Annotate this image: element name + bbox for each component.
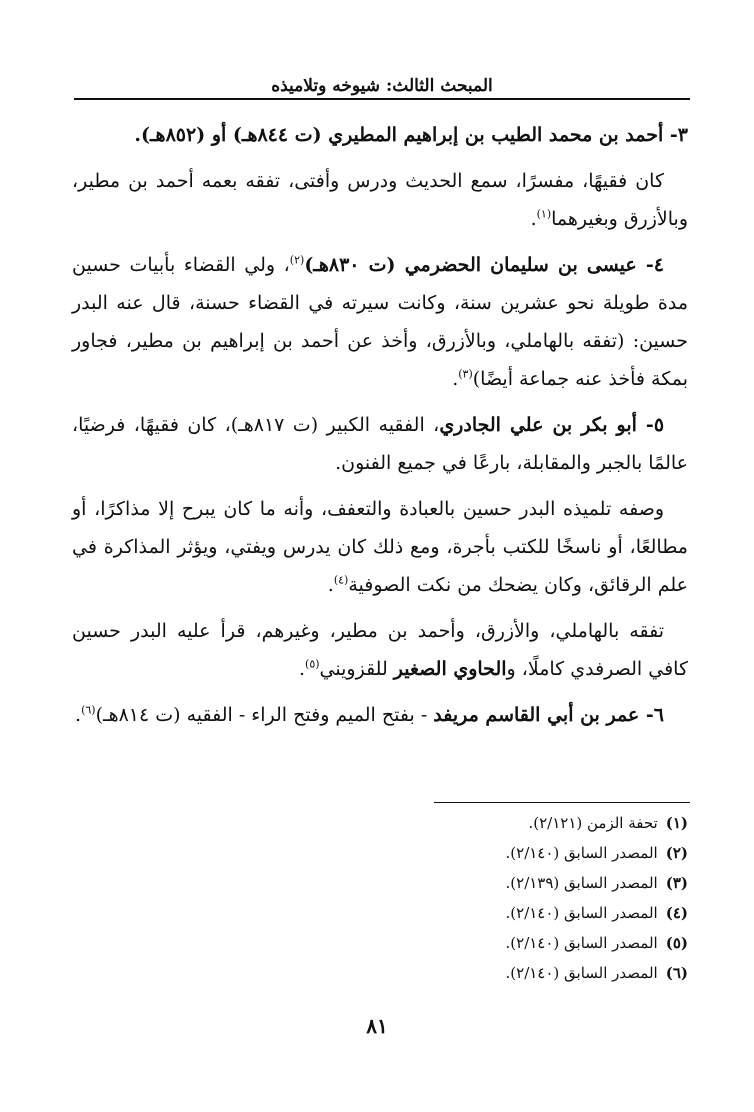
entry-4 — [72, 246, 688, 398]
footnote-number: (٦) — [665, 964, 688, 982]
punctuation: . — [75, 704, 82, 726]
footnote-text: المصدر السابق (٢/١٤٠). — [505, 904, 658, 922]
header-divider — [74, 98, 690, 100]
footnote-number: (٢) — [665, 844, 688, 862]
page-header: المبحث الثالث: شيوخه وتلاميذه — [271, 76, 493, 96]
footnote-item — [408, 898, 688, 928]
footnote-ref[interactable]: (٢) — [289, 253, 305, 267]
footnote-text: المصدر السابق (٢/١٤٠). — [505, 844, 658, 862]
paragraph-text: للقزويني — [319, 658, 394, 680]
punctuation: . — [298, 658, 306, 680]
book-title: الحاوي الصغير — [393, 658, 507, 680]
footnote-item — [408, 838, 688, 868]
footnote-ref[interactable]: (٤) — [333, 573, 349, 587]
footnote-number: (١) — [665, 814, 688, 832]
footnote-item — [408, 808, 688, 838]
footnote-item — [408, 958, 688, 988]
entry-name: ٥- أبو بكر بن علي الجادري — [439, 414, 665, 436]
entry-3-heading — [72, 116, 688, 154]
footnotes — [408, 808, 688, 988]
footnote-number: (٤) — [665, 904, 688, 922]
paragraph-text: كان فقيهًا، مفسرًا، سمع الحديث ودرس وأفتى، تفقه بعمه أحمد بن مطير، وبالأزرق وبغيرهما — [72, 170, 688, 230]
punctuation: . — [327, 574, 334, 596]
footnote-ref[interactable]: (٣) — [458, 367, 473, 381]
footnote-ref[interactable]: (٥) — [305, 657, 320, 671]
footnote-text: تحفة الزمن (٢/١٢١). — [528, 814, 658, 832]
entry-name: ٦- عمر بن أبي القاسم مريفد — [433, 704, 664, 726]
footnote-text: المصدر السابق (٢/١٤٠). — [505, 964, 658, 982]
paragraph-text: ، الفقيه الكبير (ت ٨١٧هـ)، كان فقيهًا، فرضيًا، عالمًا بالجبر والمقابلة، بارعًا في جميع الفنون. — [72, 414, 688, 474]
entry-3-text — [72, 162, 688, 238]
footnote-ref[interactable]: (٦) — [81, 703, 96, 717]
entry-name: ٤- عيسى بن سليمان الحضرمي — [404, 254, 665, 276]
page-number: ٨١ — [366, 1014, 388, 1038]
entry-dates: (ت ٨٤٤هـ) أو (٨٥٢هـ). — [134, 124, 329, 146]
footnote-item — [408, 928, 688, 958]
punctuation: . — [452, 368, 459, 390]
entry-5-description — [72, 490, 688, 604]
footnote-text: المصدر السابق (٢/١٤٠). — [505, 934, 658, 952]
entry-dates: - بفتح الميم وفتح الراء - الفقيه (ت ٨١٤هـ) — [95, 704, 434, 726]
footnote-item — [408, 868, 688, 898]
footnote-ref[interactable]: (١) — [536, 207, 552, 221]
footnote-number: (٥) — [665, 934, 688, 952]
page-body — [72, 116, 688, 742]
footnote-text: المصدر السابق (٢/١٣٩). — [505, 874, 658, 892]
footnote-number: (٣) — [665, 874, 688, 892]
entry-5-students — [72, 612, 688, 688]
paragraph-text: ، ولي القضاء بأبيات حسين مدة طويلة نحو عشرين سنة، وكانت سيرته في القضاء حسنة، قال عنه البدر حسين: (تفقه بالهاملي، وبالأزرق، وأخذ عن أحمد بن إبراهيم بن مطير، فجاور بمكة فأخذ عنه جماعة أيضًا) — [72, 254, 688, 390]
entry-dates: (ت ٨٣٠هـ) — [304, 254, 405, 276]
entry-5 — [72, 406, 688, 482]
punctuation: . — [530, 208, 537, 230]
paragraph-text: وصفه تلميذه البدر حسين بالعبادة والتعفف، وأنه ما كان يبرح إلا مذاكرًا، أو مطالعًا، أو ناسخًا للكتب بأجرة، ومع ذلك كان يدرس ويفتي، ويؤثر المذاكرة في علم الرقائق، وكان يضحك من نكت الصوفية — [72, 498, 688, 596]
paragraph-text: تفقه بالهاملي، والأزرق، وأحمد بن مطير، وغيرهم، قرأ عليه البدر حسين كافي الصرفدي كاملًا، و — [72, 620, 688, 680]
footnote-divider — [434, 802, 690, 803]
entry-6 — [72, 696, 688, 734]
entry-name: ٣- أحمد بن محمد الطيب بن إبراهيم المطيري — [328, 124, 688, 146]
